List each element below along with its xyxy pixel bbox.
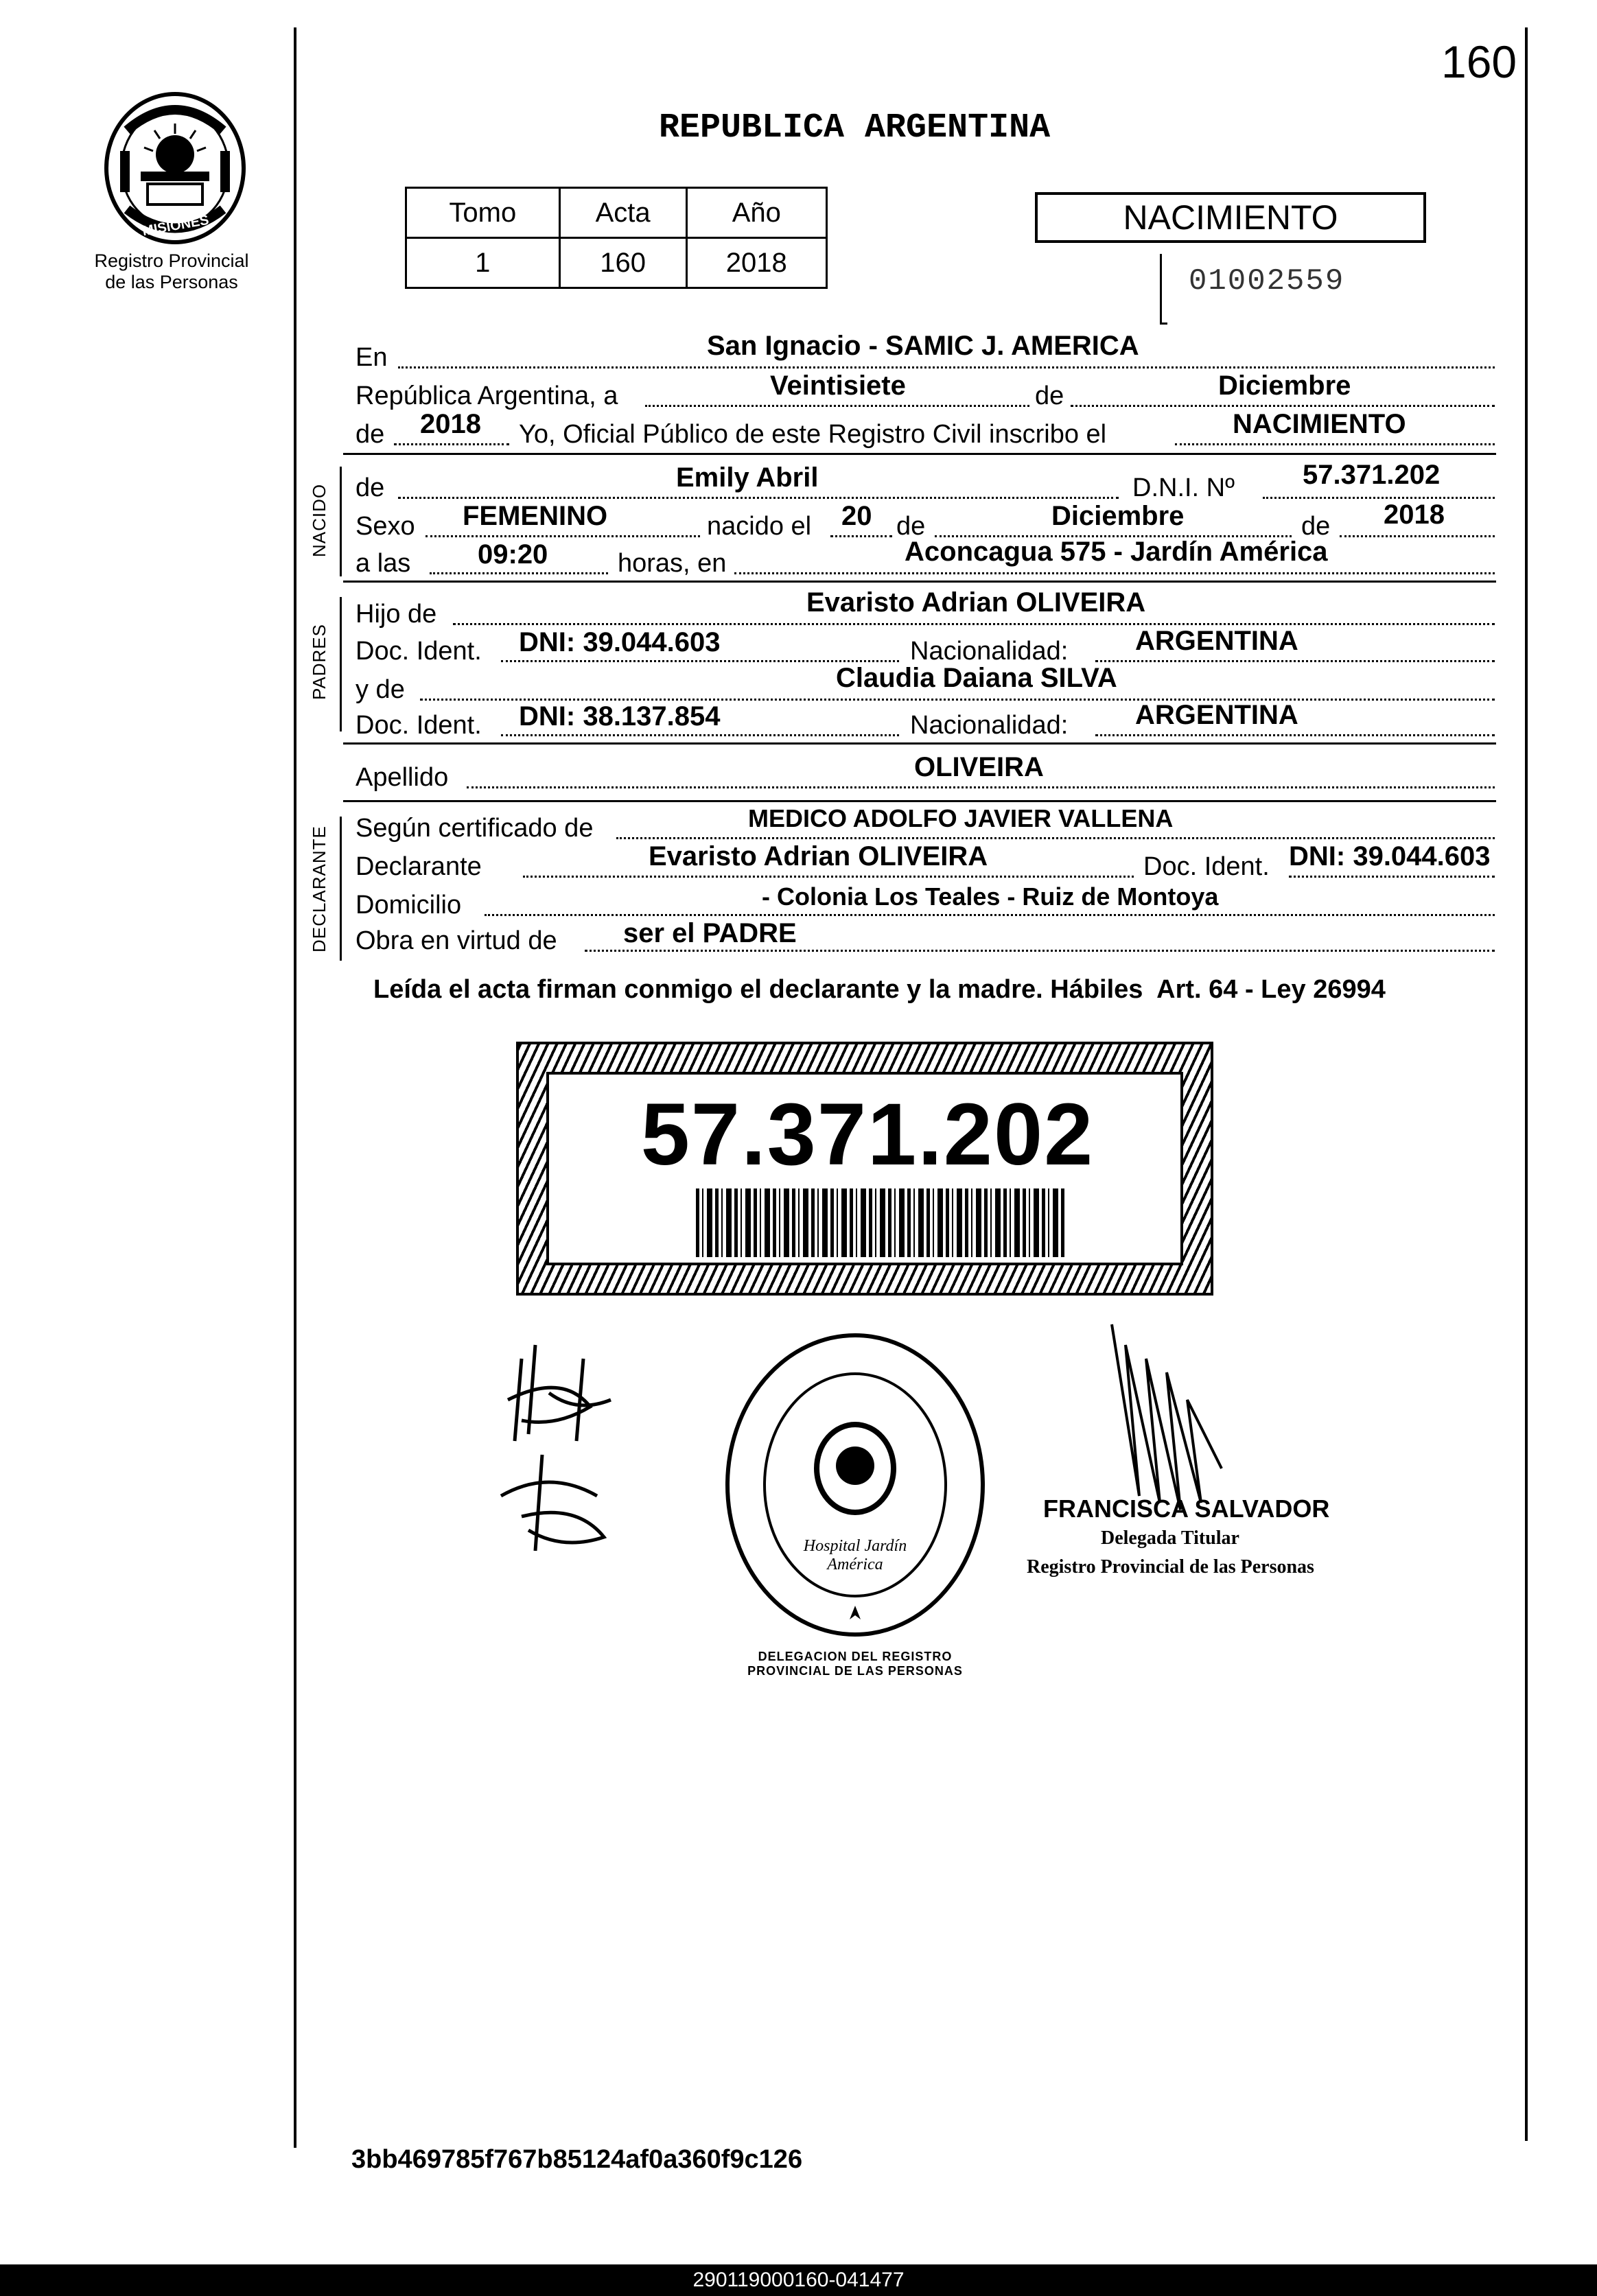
- value-acta: 160: [559, 238, 686, 288]
- y-de-label: y de: [355, 675, 405, 704]
- seal-inner-text: Hospital Jardín América: [803, 1537, 907, 1573]
- decl-doc-value: DNI: 39.044.603: [1289, 841, 1491, 871]
- closing-text: Leída el acta firman conmigo el declarante y la madre. Hábiles Art. 64 - Ley 26994: [373, 975, 1386, 1004]
- value-ano: 2018: [686, 238, 826, 288]
- nacido-el-label: nacido el: [707, 512, 812, 541]
- footer-bar: [0, 2264, 1597, 2296]
- sexo-label: Sexo: [355, 512, 415, 541]
- right-margin-line: [1525, 27, 1528, 2141]
- year-value: 2018: [420, 409, 481, 439]
- dni-sticker-number: 57.371.202: [640, 1086, 1095, 1184]
- father-doc-value: DNI: 39.044.603: [519, 627, 721, 657]
- decl-doc-label: Doc. Ident.: [1143, 852, 1270, 881]
- mother-dots: [420, 699, 1495, 701]
- sexo-value: FEMENINO: [463, 501, 608, 531]
- obra-label: Obra en virtud de: [355, 926, 557, 955]
- type-label: NACIMIENTO: [1123, 198, 1338, 237]
- header-acta: Acta: [559, 188, 686, 238]
- nacido-label: NACIDO: [309, 483, 329, 557]
- declarant-signature: [480, 1331, 631, 1565]
- year-dots: [394, 443, 509, 445]
- father-doc-dots: [501, 660, 899, 662]
- month-value: Diciembre: [1218, 371, 1351, 401]
- logo-bottom-text: MISIONES: [141, 212, 210, 239]
- event-dots: [1175, 443, 1495, 445]
- footer-code: 290119000160-041477: [692, 2269, 905, 2291]
- mother-nat-label: Nacionalidad:: [910, 711, 1069, 740]
- registrar-registry: Registro Provincial de las Personas: [1027, 1556, 1314, 1578]
- mother-doc-dots: [501, 734, 899, 736]
- hijo-label: Hijo de: [355, 600, 437, 629]
- time-dots: [430, 572, 608, 574]
- time-value: 09:20: [478, 539, 548, 570]
- a-las-label: a las: [355, 549, 411, 578]
- acta-table: [405, 187, 828, 289]
- nacido-de-label: de: [355, 473, 385, 502]
- mother-nat-value: ARGENTINA: [1135, 700, 1298, 730]
- decl-label: Declarante: [355, 852, 482, 881]
- decl-dots: [523, 876, 1134, 878]
- padres-label: PADRES: [309, 624, 329, 700]
- decl-value: Evaristo Adrian OLIVEIRA: [649, 841, 988, 871]
- registrar-name: FRANCISCA SALVADOR: [1043, 1495, 1330, 1523]
- event-value: NACIMIENTO: [1233, 409, 1406, 439]
- nacido-de2-label: de: [1301, 512, 1331, 541]
- apellido-value: OLIVEIRA: [914, 752, 1044, 782]
- type-box: [1035, 192, 1426, 243]
- dni-sticker: [516, 1042, 1213, 1296]
- document-hash: 3bb469785f767b85124af0a360f9c126: [351, 2145, 803, 2174]
- de-label-2: de: [355, 420, 385, 449]
- padres-bar: [340, 597, 342, 731]
- header-tomo: Tomo: [406, 188, 560, 238]
- divider-2: [343, 581, 1496, 583]
- father-nat-label: Nacionalidad:: [910, 637, 1069, 666]
- registry-line-1: Registro Provincial: [94, 250, 249, 271]
- nacido-bar: [340, 467, 342, 576]
- name-dots: [398, 497, 1119, 499]
- document-title: REPUBLICA ARGENTINA: [659, 108, 1051, 148]
- mother-nat-dots: [1095, 734, 1495, 736]
- republica-dots: [645, 405, 1029, 407]
- registrar-signature: [1098, 1317, 1235, 1523]
- mother-doc-label: Doc. Ident.: [355, 711, 482, 740]
- dom-dots: [485, 914, 1495, 916]
- value-tomo: 1: [406, 238, 560, 288]
- official-text: Yo, Oficial Público de este Registro Civil inscribo el: [519, 420, 1107, 449]
- seal-outer-text-visible: DELEGACION DEL REGISTRO PROVINCIAL DE LAS PERSONAS: [747, 1650, 963, 1678]
- registrar-role: Delegada Titular: [1101, 1527, 1239, 1549]
- page-number: 160: [1441, 36, 1517, 87]
- cert-value: MEDICO ADOLFO JAVIER VALLENA: [748, 804, 1174, 832]
- dni-label: D.N.I. Nº: [1132, 473, 1235, 502]
- stamp-bracket: [1160, 254, 1167, 325]
- declarante-bar: [340, 817, 342, 961]
- day-value: 20: [841, 501, 872, 531]
- father-dots: [453, 623, 1495, 625]
- father-doc-label: Doc. Ident.: [355, 637, 482, 666]
- address-dots: [734, 572, 1495, 574]
- de-label-1: de: [1035, 382, 1064, 410]
- official-seal: [722, 1331, 988, 1639]
- left-margin-line: [294, 27, 296, 2148]
- address-value: Aconcagua 575 - Jardín América: [905, 537, 1328, 567]
- dni-dots: [1263, 497, 1495, 499]
- place-value: San Ignacio - SAMIC J. AMERICA: [707, 331, 1139, 361]
- obra-value: ser el PADRE: [623, 918, 797, 948]
- dni-sticker-panel: [546, 1072, 1183, 1265]
- month-dots: [1071, 405, 1495, 407]
- nacido-year-value: 2018: [1384, 500, 1445, 530]
- dni-value: 57.371.202: [1303, 460, 1441, 490]
- nacido-year-dots: [1340, 535, 1495, 537]
- stamp-number: 01002559: [1189, 264, 1345, 298]
- en-dots: [398, 366, 1495, 368]
- declarante-label: DECLARANTE: [309, 825, 329, 952]
- dom-label: Domicilio: [355, 891, 462, 919]
- father-nat-dots: [1095, 660, 1495, 662]
- en-label: En: [355, 343, 388, 372]
- apellido-label: Apellido: [355, 763, 449, 792]
- registry-line-2: de las Personas: [105, 272, 238, 292]
- father-value: Evaristo Adrian OLIVEIRA: [806, 587, 1146, 618]
- sexo-dots: [426, 535, 700, 537]
- nacido-de1-label: de: [896, 512, 926, 541]
- cert-dots: [616, 837, 1495, 839]
- nacido-month-value: Diciembre: [1051, 501, 1185, 531]
- republica-label: República Argentina, a: [355, 382, 618, 410]
- mother-value: Claudia Daiana SILVA: [836, 663, 1117, 693]
- cert-label: Según certificado de: [355, 814, 594, 843]
- divider-4: [343, 800, 1496, 802]
- decl-doc-dots: [1289, 876, 1495, 878]
- obra-dots: [585, 950, 1495, 952]
- apellido-dots: [467, 786, 1495, 788]
- day-dots: [830, 535, 892, 537]
- divider-3: [343, 742, 1496, 745]
- dom-value: - Colonia Los Teales - Ruiz de Montoya: [762, 882, 1219, 911]
- divider-1: [343, 453, 1496, 455]
- mother-doc-value: DNI: 38.137.854: [519, 701, 721, 731]
- header-ano: Año: [686, 188, 826, 238]
- father-nat-value: ARGENTINA: [1135, 626, 1298, 656]
- name-value: Emily Abril: [676, 462, 819, 493]
- horas-label: horas, en: [618, 549, 727, 578]
- dni-barcode: [696, 1188, 1066, 1257]
- day-words-value: Veintisiete: [770, 371, 906, 401]
